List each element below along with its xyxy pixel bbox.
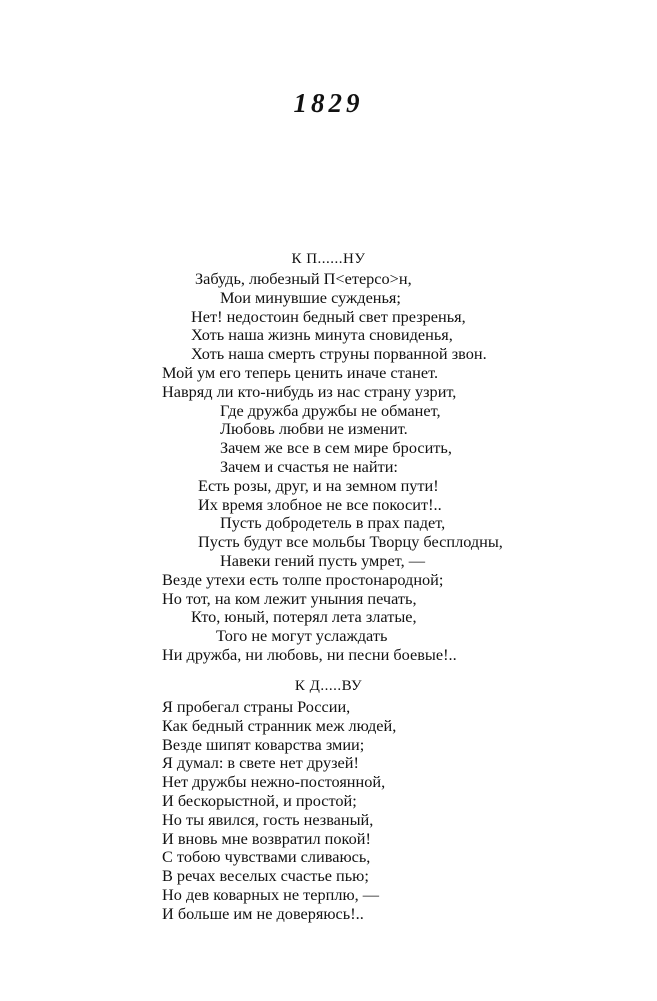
poem-line: Навеки гений пусть умрет, — [220, 550, 425, 570]
poem-line: Зачем и счастья не найти: [220, 456, 398, 476]
poem-line: Хоть наша смерть струны порванной звон. [191, 344, 487, 364]
poem-line: Где дружба дружбы не обманет, [220, 400, 441, 420]
poem-line: Кто, юный, потерял лета златые, [191, 607, 417, 627]
poem-line: Мои минувшие сужденья; [220, 287, 401, 307]
poem-line: Хоть наша жизнь минута сновиденья, [191, 325, 453, 345]
poem-line: И бескорыстной, и простой; [162, 790, 357, 810]
poem-line: Но дев коварных не терплю, — [162, 884, 380, 904]
poem-line: Как бедный странник меж людей, [162, 715, 397, 735]
poem-line: Забудь, любезный П<етерсо>н, [195, 269, 412, 288]
poem-line: В речах веселых счастье пью; [162, 866, 369, 886]
poem-line: Нет дружбы нежно-постоянной, [162, 772, 386, 792]
poem-title-2: К Д.....ВУ [294, 678, 363, 694]
poem-line: Их время злобное не все покосит!.. [198, 494, 442, 514]
poem-line: Есть розы, друг, и на земном пути! [198, 475, 439, 495]
year-heading: 1829 [293, 88, 364, 118]
poem-title-1: К П......НУ [291, 251, 366, 267]
poem-line: Навряд ли кто-нибудь из нас страну узрит, [162, 381, 457, 401]
poem-line: Везде шипят коварства змии; [162, 734, 365, 754]
poem-line: Я думал: в свете нет друзей! [162, 753, 359, 773]
poem-line: Нет! недостоин бедный свет презренья, [191, 306, 466, 326]
poem-line: И больше им не доверяюсь!.. [162, 903, 364, 923]
poem-line: С тобою чувствами сливаюсь, [162, 847, 371, 867]
poem-line: Того не могут услаждать [216, 626, 388, 646]
poem-line: Пусть добродетель в прах падет, [220, 513, 446, 533]
poem-line: Пусть будут все мольбы Творцу бесплодны, [198, 532, 503, 552]
poem-line: Мой ум его теперь ценить иначе станет. [162, 362, 439, 382]
poem-line: Любовь любви не изменит. [220, 419, 408, 439]
poem-line: Я пробегал страны России, [162, 697, 351, 716]
poem-2 [162, 698, 642, 924]
poem-line: Но тот, на ком лежит уныния печать, [162, 588, 417, 608]
poem-line: Ни дружба, ни любовь, ни песни боевые!.. [162, 644, 457, 664]
poem-line: Везде утехи есть толпе простонародной; [162, 569, 444, 589]
poem-line: Но ты явился, гость незваный, [162, 809, 374, 829]
poem-1 [162, 270, 642, 665]
poem-line: Зачем же все в сем мире бросить, [220, 438, 452, 458]
poem-line: И вновь мне возвратил покой! [162, 828, 371, 848]
